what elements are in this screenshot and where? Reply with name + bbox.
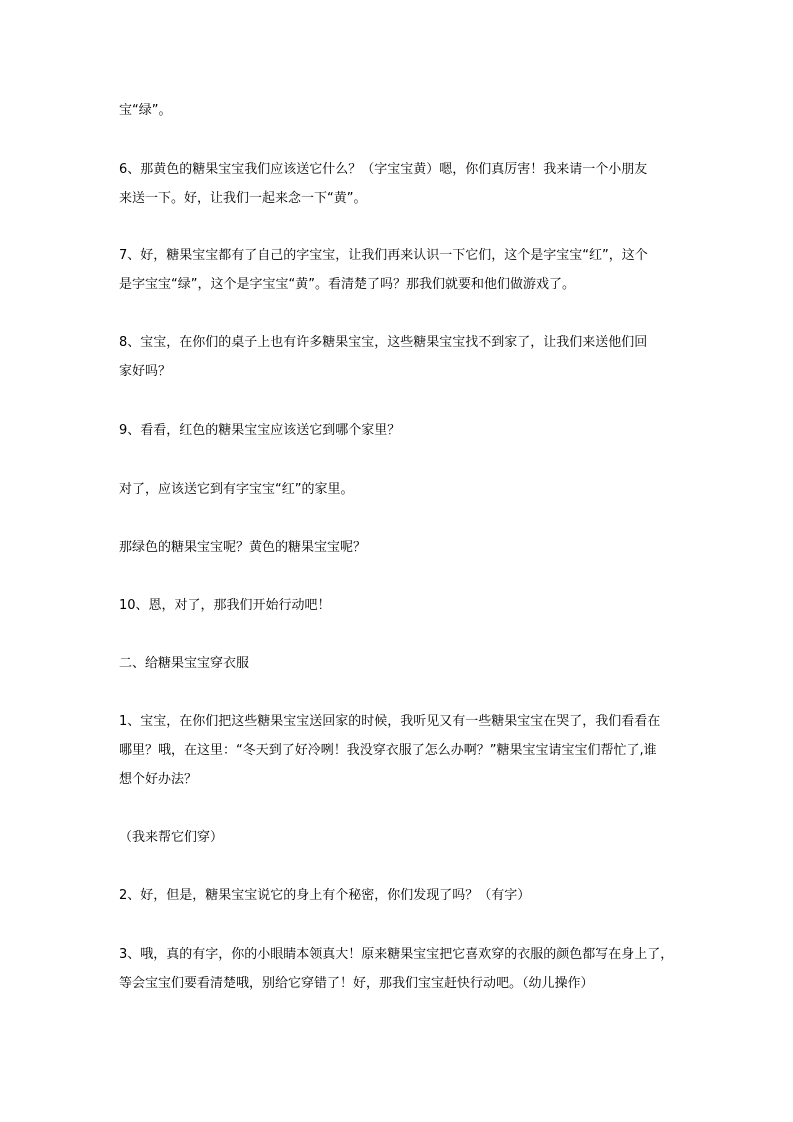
text-line: 2、好，但是，糖果宝宝说它的身上有个秘密，你们发现了吗？（有字） [119,888,531,903]
text-line: 6、那黄色的糖果宝宝我们应该送它什么？（字宝宝黄）嗯，你们真厉害！我来请一个小朋友 [119,162,648,177]
text-line: 7、好，糖果宝宝都有了自己的字宝宝，让我们再来认识一下它们，这个是字宝宝“红”，这个 [119,248,648,263]
text-line: 1、宝宝，在你们把这些糖果宝宝送回家的时候，我听见又有一些糖果宝宝在哭了，我们看看在 [119,714,661,729]
section-heading [119,649,679,678]
paragraph-1 [119,96,679,125]
paragraph-6 [119,475,679,504]
paragraph-13 [119,940,679,998]
text-line: 等会宝宝们要看清楚哦，别给它穿错了！好，那我们宝宝赶快行动吧。（幼儿操作） [119,976,594,991]
paragraph-10 [119,707,679,794]
paragraph-12 [119,881,679,910]
paragraph-5 [119,416,679,445]
paragraph-11 [119,823,679,852]
text-line: 10、恩，对了，那我们开始行动吧！ [119,598,331,613]
text-line: 9、看看，红色的糖果宝宝应该送它到哪个家里？ [119,423,401,438]
paragraph-4 [119,328,679,386]
text-line: 那绿色的糖果宝宝呢？黄色的糖果宝宝呢？ [119,540,367,555]
text-line: 哪里？哦，在这里：“冬天到了好冷咧！我没穿衣服了怎么办啊？”糖果宝宝请宝宝们帮忙了,谁 [119,743,657,758]
paragraph-3 [119,241,679,299]
text-line: 二、给糖果宝宝穿衣服 [119,656,250,671]
text-line: （我来帮它们穿） [119,830,224,845]
text-line: 8、宝宝，在你们的桌子上也有许多糖果宝宝，这些糖果宝宝找不到家了，让我们来送他们回 [119,335,648,350]
text-line: 对了，应该送它到有字宝宝“红”的家里。 [119,482,354,497]
text-line: 是字宝宝“绿”，这个是字宝宝“黄”。看清楚了吗？那我们就要和他们做游戏了。 [119,277,575,292]
paragraph-8 [119,591,679,620]
text-line: 想个好办法？ [119,772,198,787]
text-line: 3、哦，真的有字，你的小眼睛本领真大！原来糖果宝宝把它喜欢穿的衣服的颜色都写在身上了， [119,947,674,962]
text-line: 来送一下。好，让我们一起来念一下“黄”。 [119,191,367,206]
text-line: 家好吗？ [119,364,172,379]
text-line: 宝“绿”。 [119,103,172,118]
paragraph-2 [119,155,679,213]
paragraph-7 [119,533,679,562]
